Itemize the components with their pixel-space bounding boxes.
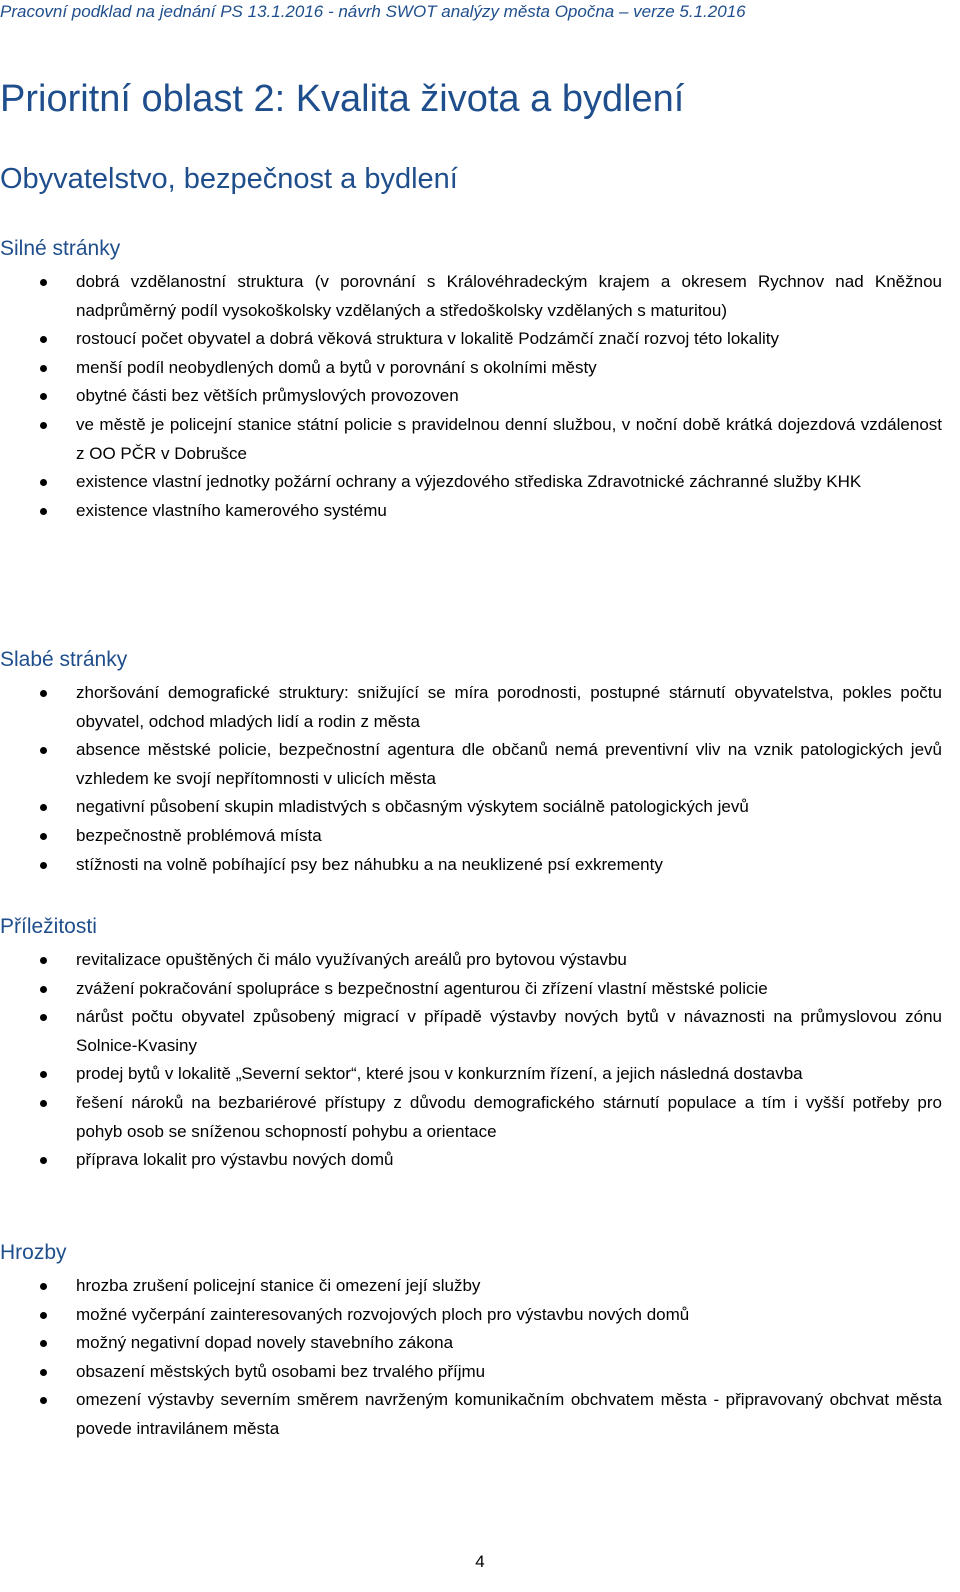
strengths-heading: Silné stránky [0, 237, 121, 260]
list-item: hrozba zrušení policejní stanice či omezení její služby [0, 1272, 942, 1301]
list-item: ve městě je policejní stanice státní policie s pravidelnou denní službou, v noční době krátká dojezdová vzdálenost z OO PČR v Dobrušce [0, 411, 942, 468]
weaknesses-heading: Slabé stránky [0, 648, 128, 671]
section-subtitle: Obyvatelstvo, bezpečnost a bydlení [0, 163, 458, 195]
list-item: možné vyčerpání zainteresovaných rozvojových ploch pro výstavbu nových domů [0, 1301, 942, 1330]
list-item: existence vlastního kamerového systému [0, 497, 942, 526]
list-item: rostoucí počet obyvatel a dobrá věková struktura v lokalitě Podzámčí značí rozvoj této lokality [0, 325, 942, 354]
weaknesses-list [0, 679, 960, 879]
threats-heading: Hrozby [0, 1241, 67, 1264]
swot-opportunities [0, 914, 960, 1175]
list-item: možný negativní dopad novely stavebního zákona [0, 1329, 942, 1358]
swot-strengths [0, 236, 960, 525]
page-header: Pracovní podklad na jednání PS 13.1.2016 - návrh SWOT analýzy města Opočna – verze 5.1.2016 [0, 2, 746, 21]
list-item: prodej bytů v lokalitě „Severní sektor“, které jsou v konkurzním řízení, a jejich následná dostavba [0, 1060, 942, 1089]
strengths-list [0, 268, 960, 525]
list-item: dobrá vzdělanostní struktura (v porovnání s Královéhradeckým krajem a okresem Rychnov nad Kněžnou nadprůměrný podíl vysokoškolsky vzdělaných a středoškolsky vzdělaných s maturitou) [0, 268, 942, 325]
list-item: obytné části bez větších průmyslových provozoven [0, 382, 942, 411]
swot-threats [0, 1240, 960, 1444]
list-item: nárůst počtu obyvatel způsobený migrací v případě výstavby nových bytů v návaznosti na průmyslovou zónu Solnice-Kvasiny [0, 1003, 942, 1060]
list-item: negativní působení skupin mladistvých s občasným výskytem sociálně patologických jevů [0, 793, 942, 822]
list-item: obsazení městských bytů osobami bez trvalého příjmu [0, 1358, 942, 1387]
opportunities-heading: Příležitosti [0, 915, 97, 938]
threats-list [0, 1272, 960, 1444]
page-number: 4 [475, 1552, 485, 1571]
list-item: omezení výstavby severním směrem navrženým komunikačním obchvatem města - připravovaný obchvat města povede intravilánem města [0, 1386, 942, 1443]
opportunities-list [0, 946, 960, 1175]
swot-weaknesses [0, 647, 960, 879]
list-item: příprava lokalit pro výstavbu nových domů [0, 1146, 942, 1175]
list-item: existence vlastní jednotky požární ochrany a výjezdového střediska Zdravotnické záchranné služby KHK [0, 468, 942, 497]
list-item: menší podíl neobydlených domů a bytů v porovnání s okolními městy [0, 354, 942, 383]
page-title: Prioritní oblast 2: Kvalita života a bydlení [0, 78, 685, 120]
list-item: revitalizace opuštěných či málo využívaných areálů pro bytovou výstavbu [0, 946, 942, 975]
list-item: absence městské policie, bezpečnostní agentura dle občanů nemá preventivní vliv na vznik patologických jevů vzhledem ke svojí nepřítomnosti v ulicích města [0, 736, 942, 793]
list-item: řešení nároků na bezbariérové přístupy z důvodu demografického stárnutí populace a tím i vyšší potřeby pro pohyb osob se sníženou schopností pohybu a orientace [0, 1089, 942, 1146]
list-item: zhoršování demografické struktury: snižující se míra porodnosti, postupné stárnutí obyvatelstva, pokles počtu obyvatel, odchod mladých lidí a rodin z města [0, 679, 942, 736]
list-item: bezpečnostně problémová místa [0, 822, 942, 851]
list-item: stížnosti na volně pobíhající psy bez náhubku a na neuklizené psí exkrementy [0, 851, 942, 880]
list-item: zvážení pokračování spolupráce s bezpečnostní agenturou či zřízení vlastní městské policie [0, 975, 942, 1004]
